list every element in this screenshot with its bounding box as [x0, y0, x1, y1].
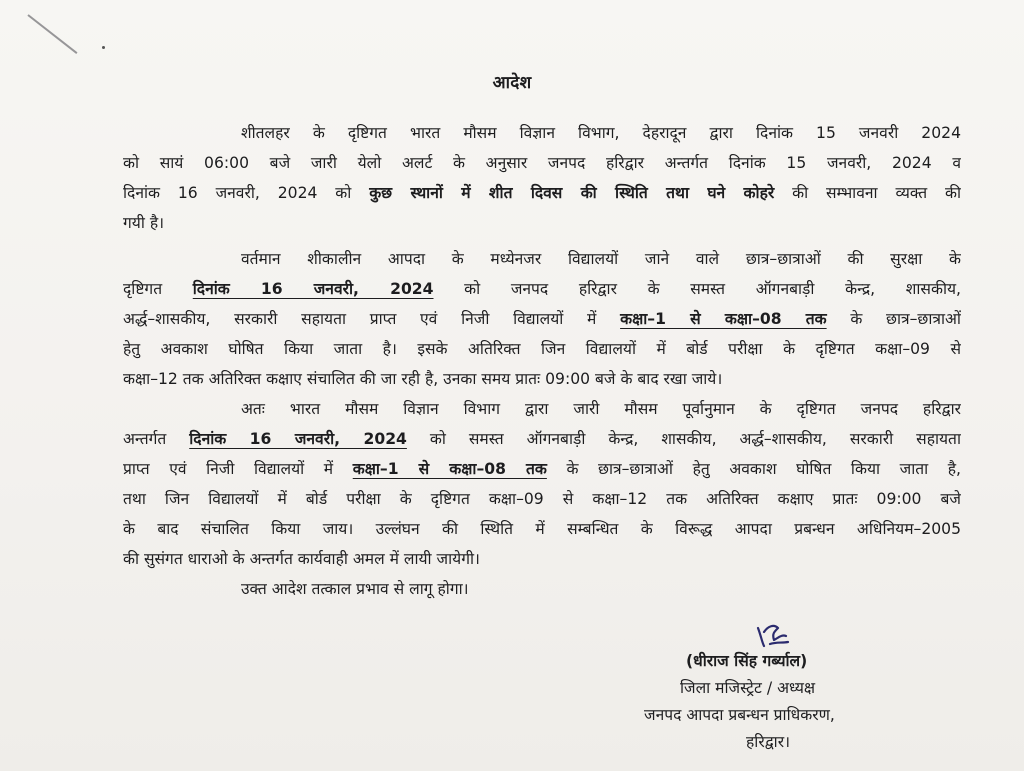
- text-span: प्राप्त एवं निजी विद्यालयों में: [123, 460, 353, 478]
- signatory-name: (धीराज सिंह गर्ब्याल): [686, 652, 808, 670]
- signatory-designation: जिला मजिस्ट्रेट / अध्यक्ष: [680, 679, 816, 697]
- paragraph-1: [123, 118, 961, 238]
- paragraph-line: की सुसंगत धाराओ के अन्तर्गत कार्यवाही अमल में लायी जायेगी।: [123, 550, 480, 568]
- paragraph-line: अतः भारत मौसम विज्ञान विभाग द्वारा जारी मौसम पूर्वानुमान के दृष्टिगत जनपद हरिद्वार: [241, 400, 961, 418]
- order-body: [123, 118, 961, 604]
- underlined-class-range: कक्षा–1 से कक्षा–08 तक: [352, 460, 547, 478]
- paragraph-line: शीतलहर के दृष्टिगत भारत मौसम विज्ञान विभाग, देहरादून द्वारा दिनांक 15 जनवरी 2024: [241, 124, 961, 142]
- underlined-date: दिनांक 16 जनवरी, 2024: [189, 430, 407, 448]
- text-span: अन्तर्गत: [123, 430, 190, 448]
- document-title: आदेश: [492, 73, 532, 93]
- paragraph-line: को सायं 06:00 बजे जारी येलो अलर्ट के अनुसार जनपद हरिद्वार अन्तर्गत दिनांक 15 जनवरी, 2024 व: [123, 154, 961, 172]
- underlined-date: दिनांक 16 जनवरी, 2024: [192, 280, 434, 298]
- paragraph-line: [123, 454, 961, 484]
- text-span: दृष्टिगत: [123, 280, 193, 298]
- paragraph-line: [123, 304, 961, 334]
- signature-block: [640, 648, 960, 756]
- text-span: अर्द्ध–शासकीय, सरकारी सहायता प्राप्त एवं निजी विद्यालयों में: [123, 310, 621, 328]
- bold-phrase-weather: कुछ स्थानों में शीत दिवस की स्थिति तथा घने कोहरे: [369, 184, 775, 202]
- text-span: दिनांक 16 जनवरी, 2024 को: [123, 184, 370, 202]
- paragraph-line: तथा जिन विद्यालयों में बोर्ड परीक्षा के दृष्टिगत कक्षा–09 से कक्षा–12 तक अतिरिक्त कक्षाए प्रातः 09:00 बजे: [123, 490, 961, 508]
- text-span: को समस्त ऑगनबाड़ी केन्द्र, शासकीय, अर्द्ध–शासकीय, सरकारी सहायता: [406, 430, 961, 448]
- paragraph-line: वर्तमान शीकालीन आपदा के मध्येनजर विद्यालयों जाने वाले छात्र–छात्राओं की सुरक्षा के: [241, 250, 961, 268]
- text-span: को जनपद हरिद्वार के समस्त ऑगनबाड़ी केन्द्र, शासकीय,: [433, 280, 961, 298]
- paragraph-2: [123, 244, 961, 394]
- signatory-organization: जनपद आपदा प्रबन्धन प्राधिकरण,: [644, 706, 835, 724]
- text-span: के छात्र–छात्राओं हेतु अवकाश घोषित किया जाता है,: [546, 460, 961, 478]
- paragraph-line: [123, 178, 961, 208]
- paragraph-line: [123, 274, 961, 304]
- paragraph-3: [123, 394, 961, 574]
- paragraph-line: उक्त आदेश तत्काल प्रभाव से लागू होगा।: [241, 580, 469, 598]
- paragraph-line: गयी है।: [123, 214, 165, 232]
- paragraph-line: के बाद संचालित किया जाय। उल्लंघन की स्थिति में सम्बन्धित के विरूद्ध आपदा प्रबन्धन अधिनियम–2005: [123, 520, 961, 538]
- handwritten-signature-mark: [752, 618, 796, 652]
- paragraph-line: [123, 424, 961, 454]
- pen-stroke-mark: [27, 14, 77, 54]
- ink-dot-mark: [102, 46, 105, 49]
- text-span: की सम्भावना व्यक्त की: [774, 184, 961, 202]
- paragraph-line: हेतु अवकाश घोषित किया जाता है। इसके अतिरिक्त जिन विद्यालयों में बोर्ड परीक्षा के दृष्टिगत कक्षा–09 से: [123, 340, 961, 358]
- paragraph-line: कक्षा–12 तक अतिरिक्त कक्षाए संचालित की जा रही है, उनका समय प्रातः 09:00 बजे के बाद रखा जाये।: [123, 370, 723, 388]
- signatory-place: हरिद्वार।: [746, 733, 790, 751]
- paragraph-4: [123, 574, 961, 604]
- underlined-class-range: कक्षा–1 से कक्षा–08 तक: [620, 310, 827, 328]
- text-span: के छात्र–छात्राओं: [826, 310, 961, 328]
